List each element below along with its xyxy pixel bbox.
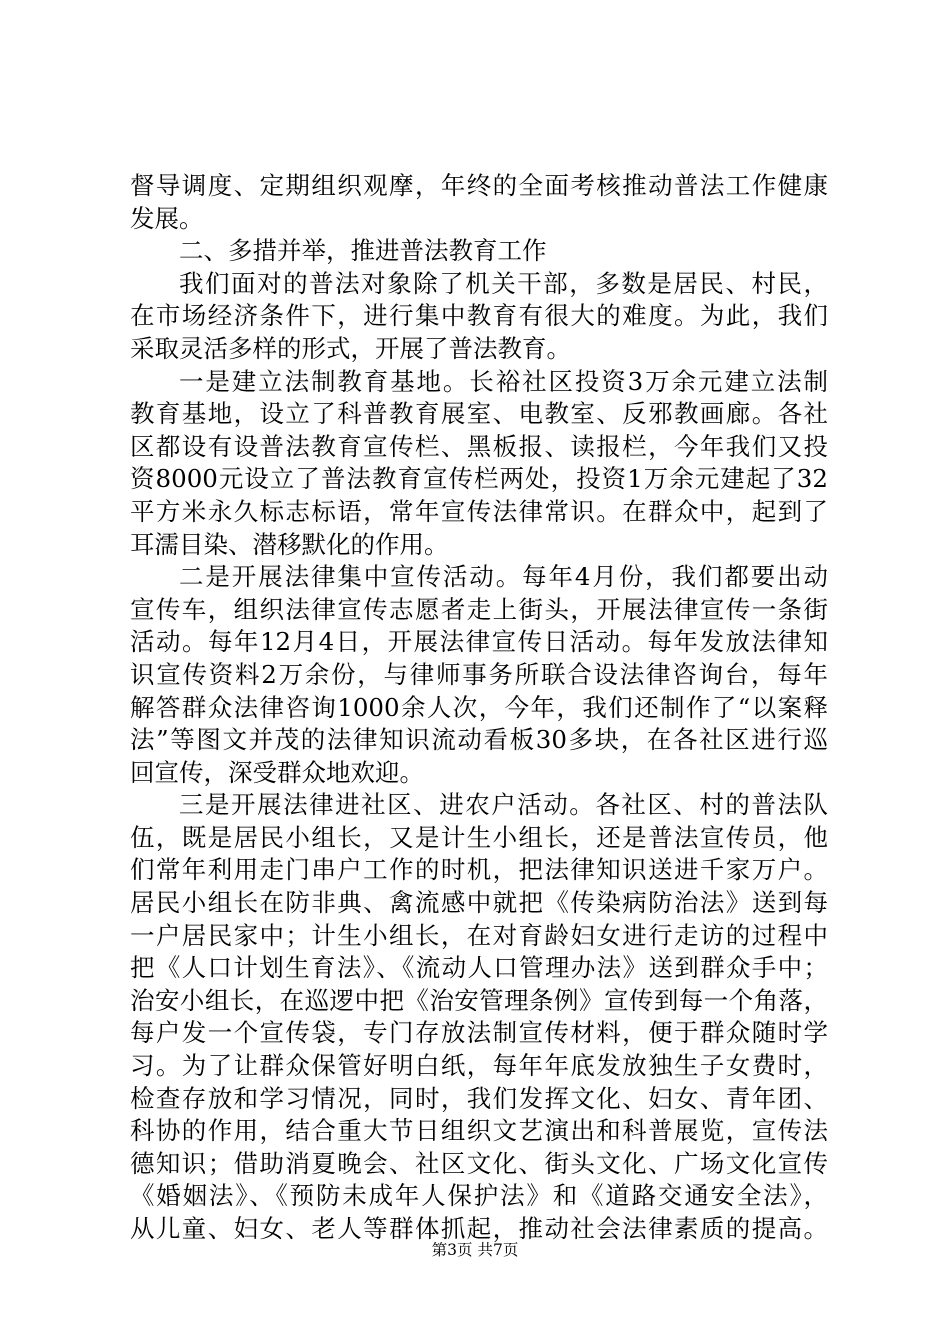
paragraph-line: 法”等图文并茂的法律知识流动看板30多块，在各社区进行巡 [130,725,828,755]
paragraph-line: 平方米永久标志标语，常年宣传法律常识。在群众中，起到了 [130,496,828,526]
paragraph-line: 从儿童、妇女、老人等群体抓起，推动社会法律素质的提高。 [130,1214,828,1243]
paragraph-line: 三是开展法律进社区、进农户活动。各社区、村的普法队 [179,790,828,820]
paragraph-line: 科协的作用，结合重大节日组织文艺演出和科普展览，宣传法 [130,1116,828,1146]
paragraph-line: 习。为了让群众保管好明白纸，每年年底发放独生子女费时， [130,1051,828,1081]
paragraph-line: 一户居民家中；计生小组长，在对育龄妇女进行走访的过程中 [130,920,828,950]
paragraph-line: 发展。 [130,203,204,233]
document-body [130,170,828,1246]
paragraph-line: 治安小组长，在巡逻中把《治安管理条例》宣传到每一个角落， [130,985,828,1015]
paragraph-line: 采取灵活多样的形式，开展了普法教育。 [130,333,571,363]
paragraph-line: 宣传车，组织法律宣传志愿者走上街头，开展法律宣传一条街 [130,594,828,624]
paragraph-line: 伍，既是居民小组长，又是计生小组长，还是普法宣传员，他 [130,822,828,852]
paragraph-line: 回宣传，深受群众地欢迎。 [130,757,424,787]
paragraph-line: 把《人口计划生育法》、《流动人口管理办法》送到群众手中； [130,953,828,983]
paragraph-line: 资8000元设立了普法教育宣传栏两处，投资1万余元建起了32 [130,464,828,494]
section-heading: 二、多措并举，推进普法教育工作 [179,236,547,266]
paragraph-line: 我们面对的普法对象除了机关干部，多数是居民、村民， [179,268,828,298]
paragraph-line: 每户发一个宣传袋，专门存放法制宣传材料，便于群众随时学 [130,1018,828,1048]
paragraph-line: 居民小组长在防非典、禽流感中就把《传染病防治法》送到每 [130,888,828,918]
paragraph-line: 解答群众法律咨询1000余人次，今年，我们还制作了“以案释 [130,692,828,722]
paragraph-line: 教育基地，设立了科普教育展室、电教室、反邪教画廊。各社 [130,399,828,429]
paragraph-line: 在市场经济条件下，进行集中教育有很大的难度。为此，我们 [130,301,828,331]
paragraph-line: 二是开展法律集中宣传活动。每年4月份，我们都要出动 [179,562,828,592]
paragraph-line: 耳濡目染、潜移默化的作用。 [130,529,449,559]
paragraph-line: 一是建立法制教育基地。长裕社区投资3万余元建立法制 [179,366,828,396]
paragraph-line: 区都设有设普法教育宣传栏、黑板报、读报栏，今年我们又投 [130,431,828,461]
paragraph-line: 们常年利用走门串户工作的时机，把法律知识送进千家万户。 [130,855,828,885]
paragraph-line: 活动。每年12月4日，开展法律宣传日活动。每年发放法律知 [130,627,828,657]
paragraph-line: 督导调度、定期组织观摩，年终的全面考核推动普法工作健康 [130,171,828,200]
paragraph-line: 检查存放和学习情况，同时，我们发挥文化、妇女、青年团、 [130,1083,828,1113]
page-number-footer: 第3页 共7页 [431,1241,519,1259]
paragraph-line: 识宣传资料2万余份，与律师事务所联合设法律咨询台，每年 [130,659,828,689]
paragraph-line: 《婚姻法》、《预防未成年人保护法》和《道路交通安全法》， [130,1181,828,1211]
paragraph-line: 德知识；借助消夏晚会、社区文化、街头文化、广场文化宣传 [130,1148,828,1178]
